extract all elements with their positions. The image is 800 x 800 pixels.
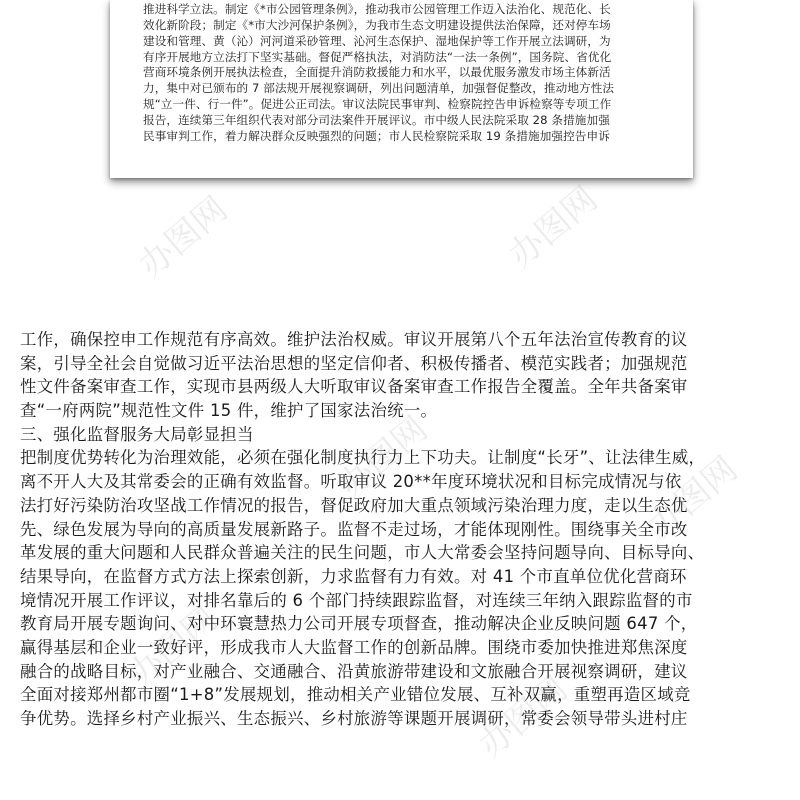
watermark: 办图网	[121, 599, 226, 696]
watermark: 办图网	[331, 409, 436, 506]
body-line: 把制度优势转化为治理效能，必须在强化制度执行力上下功夫。让制度“长牙”、让法律生威，	[20, 448, 706, 468]
body-line: 工作，确保控申工作规范有序高效。维护法治权威。审议开展第八个五年法治宣传教育的议	[20, 330, 688, 349]
body-line: 争优势。选择乡村产业振兴、生态振兴、乡村旅游等课题开展调研，常委会领导带头进村庄	[20, 709, 688, 728]
watermark: 办图网	[471, 669, 576, 766]
preview-line: 力，集中对已颁布的 7 部法规开展视察调研，列出问题清单，加强督促整改，推动地方性法	[143, 81, 615, 96]
body-line: 查“一府两院”规范性文件 15 件，维护了国家法治统一。	[20, 401, 438, 421]
preview-area	[0, 0, 800, 320]
preview-line: 民事审判工作，着力解决群众反映强烈的问题；市人民检察院采取 19 条措施加强控告申诉	[143, 129, 610, 144]
body-line: 赢得基层和企业一致好评，形成我市人大监督工作的创新品牌。围绕市委加快推进郑焦深度	[20, 637, 688, 657]
preview-line: 规“立一件、行一件”。促进公正司法。审议法院民事审判、检察院控告申诉检察等专项工作	[143, 97, 612, 112]
body-line: 案，引导全社会自觉做习近平法治思想的坚定信仰者、积极传播者、模范实践者；加强规范	[20, 353, 688, 373]
preview-line: 报告，连续第三年组织代表对部分司法案件开展评议。市中级人民法院采取 28 条措施加强	[143, 113, 610, 128]
watermark: 办图网	[501, 179, 606, 276]
body-line: 革发展的重大问题和人民群众普遍关注的民生问题，市人大常委会坚持问题导向、目标导向、	[20, 543, 705, 563]
preview-line: 建设和管理、黄（沁）河河道采砂管理、沁河生态保护、湿地保护等工作开展立法调研，为	[143, 33, 611, 48]
preview-line: 营商环境条例开展执法检查，全面提升消防救援能力和水平，以最优服务激发市场主体新活	[143, 65, 611, 80]
preview-line: 有序开展地方立法打下坚实基础。督促严格执法，对消防法“一法一条例”，国务院、省优化	[143, 49, 612, 64]
body-line: 教育局开展专题询问、对中环寰慧热力公司开展专项督查，推动解决企业反映问题 647 个，	[20, 614, 698, 634]
body-line: 先、绿色发展为导向的高质量发展新路子。监督不走过场，才能体现刚性。围绕事关全市改	[20, 519, 688, 539]
body-line: 境情况开展工作评议，对排名靠后的 6 个部门持续跟踪监督，对连续三年纳入跟踪监督的市	[20, 590, 693, 610]
body-line: 法打好污染防治攻坚战工作情况的报告，督促政府加大重点领域污染治理力度，走以生态优	[20, 495, 688, 515]
body-line: 全面对接郑州都市圈“1+8”发展规划，推动相关产业错位发展、互补双赢，重塑再造区域竞	[20, 685, 691, 705]
preview-line: 效化新阶段；制定《*市大沙河保护条例》，为我市生态文明建设提供法治保障，还对停车场	[143, 17, 611, 32]
preview-line: 推进科学立法。制定《*市公园管理条例》，推动我市公园管理工作迈入法治化、规范化、长	[143, 1, 611, 16]
body-line: 融合的战略目标，对产业融合、交通融合、沿黄旅游带建设和文旅融合开展视察调研，建议	[20, 661, 688, 681]
body-line: 离不开人大及其常委会的正确有效监督。听取审议 20**年度环境状况和目标完成情况与依	[20, 472, 682, 492]
document-preview-card	[110, 0, 693, 178]
section-heading: 三、强化监督服务大局彰显担当	[20, 424, 254, 444]
watermark: 办图网	[641, 449, 746, 546]
preview-text-block	[143, 0, 663, 145]
body-line: 性文件备案审查工作，实现市县两级人大听取审议备案审查工作报告全覆盖。全年共备案审	[20, 377, 688, 397]
document-body	[20, 328, 782, 731]
body-line: 结果导向，在监督方式方法上探索创新，力求监督有力有效。对 41 个市直单位优化营商环	[20, 566, 687, 586]
watermark: 办图网	[131, 189, 236, 286]
